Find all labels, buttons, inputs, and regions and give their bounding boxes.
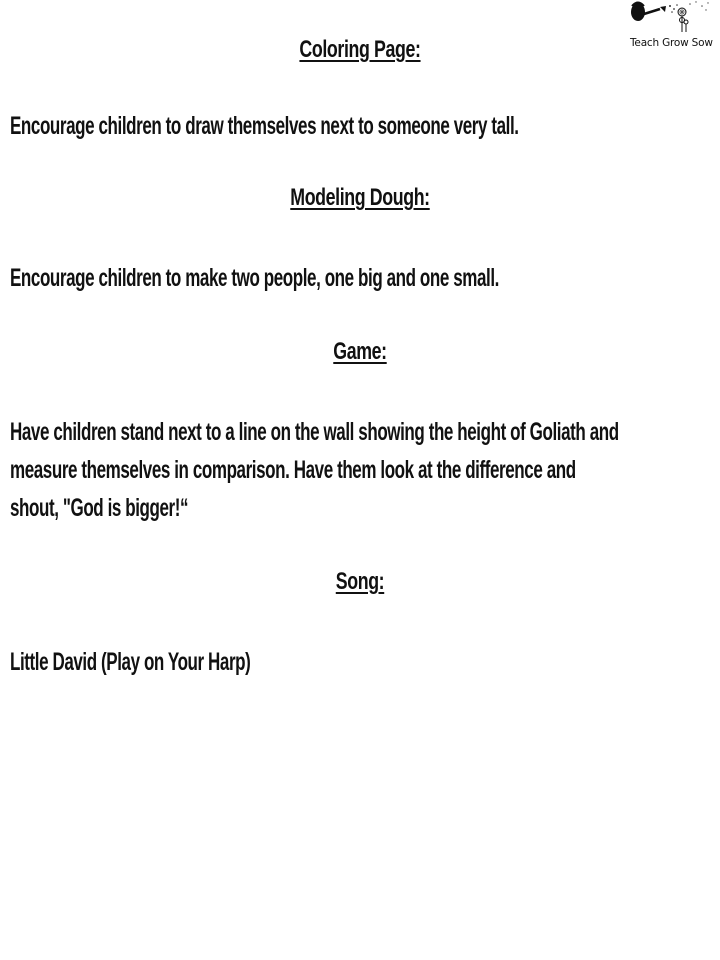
section-text-song <box>10 643 250 681</box>
text-line: measure themselves in comparison. Have them look at the difference and <box>10 456 576 484</box>
text-line: Little David (Play on Your Harp) <box>10 648 251 676</box>
section-text-coloring <box>10 107 519 145</box>
section-heading-modeling-dough: Modeling Dough: <box>290 184 430 211</box>
text-line: shout, "God is bigger!“ <box>10 494 189 522</box>
watering-can-seedlings-icon <box>624 0 714 38</box>
text-line: Encourage children to make two people, one big and one small. <box>10 264 499 292</box>
text-line: Have children stand next to a line on the wall showing the height of Goliath and <box>10 418 619 446</box>
section-heading-coloring: Coloring Page: <box>299 36 421 63</box>
text-line: Encourage children to draw themselves next to someone very tall. <box>10 112 519 140</box>
section-text-game <box>10 413 619 527</box>
section-text-modeling-dough <box>10 259 499 297</box>
brand-name: Teach Grow Sow <box>630 37 713 49</box>
section-heading-song: Song: <box>335 568 385 595</box>
section-heading-game: Game: <box>333 338 387 365</box>
brand-logo <box>616 0 720 58</box>
